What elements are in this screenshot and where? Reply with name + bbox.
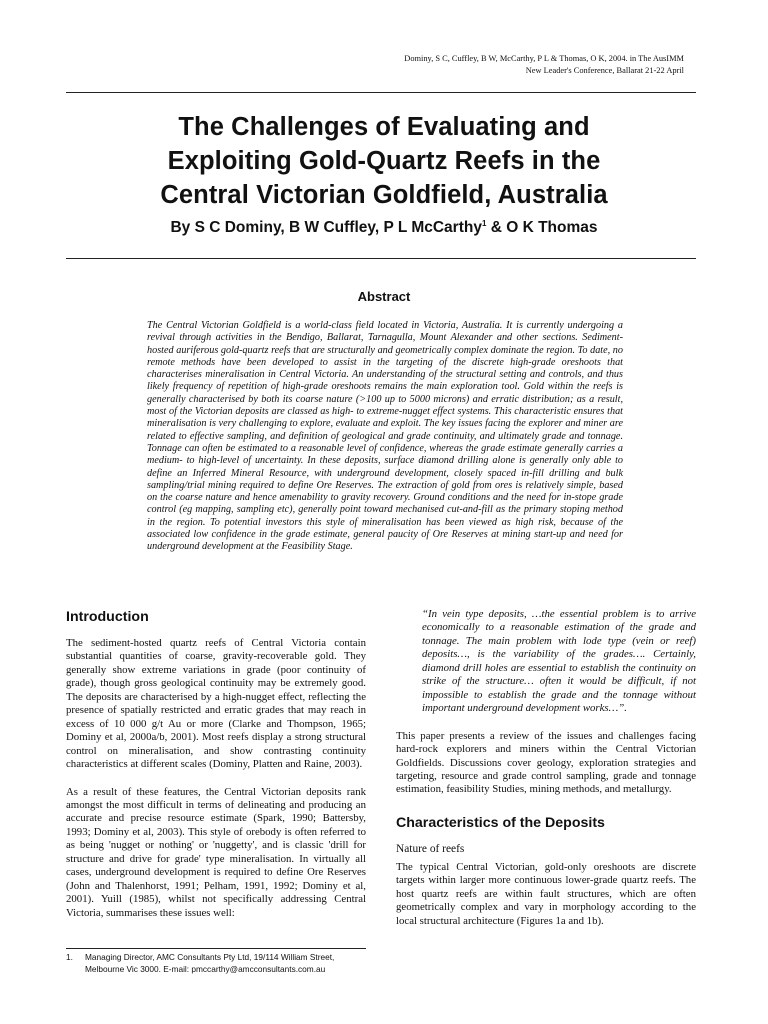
introduction-heading: Introduction: [66, 609, 149, 625]
review-paragraph: This paper presents a review of the issues and challenges facing hard-rock explorers and miners within the Central Victorian Goldfields. Discussions cover geology, exploration strategies and targeting, resource and grade control sampling, grade and tonnage estimation, feasibility Studies, mining methods, and metallurgy.: [396, 729, 696, 796]
abstract-heading: Abstract: [357, 289, 411, 304]
introduction-paragraph-2: As a result of these features, the Central Victorian deposits rank amongst the most difficult in terms of delineating and producing an accurate and precise resource estimate (Spark, 1990; Battersby, 1993; Dominy et al, 2003). This style of orebody is often referred to as being 'nugget or nothing' or 'nuggetty', and is classic 'drill for structure and drive for grade' type mineralisation. In virtually all cases, underground development is required to define Ore Reserves (John and Thalenhorst, 1991; Pelham, 1991, 1992; Dominy et al, 2001). Yuill (1985), whilst not specifically addressing Central Victoria, summarises these issues well:: [66, 785, 366, 919]
nature-of-reefs-subheading: Nature of reefs: [396, 842, 465, 855]
citation-line-2: New Leader's Conference, Ballarat 21-22 April: [525, 66, 684, 75]
left-column: [66, 605, 366, 920]
right-column: [396, 605, 696, 928]
author-names: By S C Dominy, B W Cuffley, P L McCarthy: [170, 219, 482, 237]
footnote: [66, 951, 376, 975]
footnote-divider: [66, 948, 366, 949]
author-line: [66, 219, 702, 237]
footnote-line-2: Melbourne Vic 3000. E-mail: pmccarthy@amcconsultants.com.au: [85, 964, 326, 974]
top-divider: [66, 92, 696, 93]
footnote-number: 1.: [66, 952, 73, 962]
author-names-end: & O K Thomas: [486, 219, 598, 237]
author-footnote-marker: 1: [481, 219, 487, 228]
title-line-3: Central Victorian Goldfield, Australia: [160, 181, 608, 209]
title-line-1: The Challenges of Evaluating and: [178, 113, 590, 141]
abstract-body: The Central Victorian Goldfield is a world-class field located in Victoria, Australia. It is currently undergoing a revival through activities in the Bendigo, Ballarat, Tarnagulla, Mount Alexander and other sections. Sediment-hosted auriferous gold-quartz reefs that are structurally and geometrically complex dominate the region. To date, no remote methods have been developed to assist in the targeting of the discrete high-grade oreshoots that characterises mineralisation in Central Victoria. An understanding of the structural setting and controls, and thus likely frequency of repetition of high-grade oreshoots remains the main exploration tool. Gold within the reefs is generally characterised by both its coarse nature (>100 up to 5000 microns) and erratic distribution; as a result, most of the Victorian deposits are classed as high- to extreme-nugget effect systems. This characteristic ensures that mineralisation is very challenging to explore, evaluate and exploit. The key issues facing the explorer and miner are related to effective sampling, and definition of geological and grade continuity, and ultimately grade and tonnage. Tonnage can often be estimated to a reasonable level of confidence, whereas the grade estimate generally carries a medium- to high-level of uncertainty. In these deposits, surface diamond drilling alone is generally only able to define an Inferred Mineral Resource, with underground development, closely spaced in-fill drilling and bulk sampling/trial mining required to define Ore Reserves. The extraction of gold from ores is relatively simple, based on the coarse nature and hence amenability to gravity recovery. Ground conditions and the need for in-stope grade control (eg mapping, sampling etc), generally point toward mechanised cut-and-fill as the primary stoping method in the region. To potential investors this style of mineralisation has been viewed as high risk, because of the associated low confidence in the grade estimate, general paucity of Ore Reserves at mining start-up and need for underground development at the Feasibility Stage.: [147, 320, 623, 553]
title-divider: [66, 258, 696, 259]
characteristics-paragraph: The typical Central Victorian, gold-only oreshoots are discrete targets within larger more continuous lower-grade quartz reefs. The host quartz reefs are within fault structures, which are often geometrically complex and vary in morphology according to the local structural architecture (Figures 1a and 1b).: [396, 860, 696, 927]
paper-title: [66, 110, 702, 212]
citation-line-1: Dominy, S C, Cuffley, B W, McCarthy, P L & Thomas, O K, 2004. in The AusIMM: [404, 54, 684, 63]
characteristics-heading: Characteristics of the Deposits: [396, 814, 605, 831]
block-quote: “In vein type deposits, …the essential problem is to arrive economically to a reasonable estimation of the grade and tonnage. The main problem with lode type (vein or reef) deposits…, is the variability of the grades…. Certainly, diamond drill holes are essential to establish the continuity on strike of the structure… often it would be difficult, if not impossible to establish the grade and the tonnage without important underground development works…”.: [422, 608, 696, 715]
introduction-paragraph-1: The sediment-hosted quartz reefs of Central Victoria contain substantial quantities of coarse, gravity-recoverable gold. They generally show extreme variations in grade (poor continuity of grade), though gross geological continuity may be extremely good. The deposits are characterised by a high-nugget effect, reflecting the presence of spatially restricted and erratic grades that may reach in excess of 10 000 g/t Au or more (Clarke and Thompson, 1965; Dominy et al, 2000a/b, 2001). Most reefs display a strong structural control on mineralisation, and show contrasting continuity characteristics at different scales (Dominy, Platten and Raine, 2003).: [66, 637, 366, 771]
footnote-line-1: Managing Director, AMC Consultants Pty Ltd, 19/114 William Street,: [85, 952, 335, 962]
citation-header: [284, 53, 684, 77]
title-line-2: Exploiting Gold-Quartz Reefs in the: [167, 147, 601, 175]
